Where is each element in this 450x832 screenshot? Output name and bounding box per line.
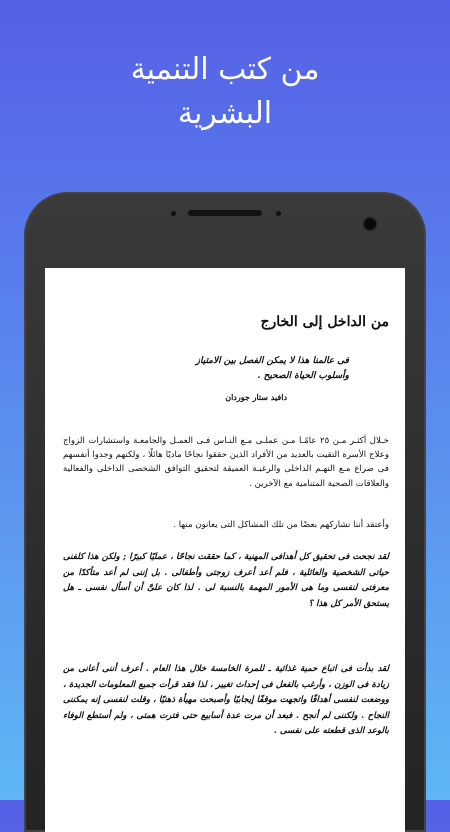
promo-headline — [0, 48, 450, 136]
body-paragraph: وأعتقد أننا نشاركهم بعضًا من تلك المشاكل التى يعانون منها . — [173, 520, 389, 530]
chapter-title: من الداخل إلى الخارج — [260, 314, 389, 330]
testimonial-paragraph: لقد نجحت فى تحقيق كل أهدافى المهنية ، كما حققت نجاحًا ، عمليًا كبيرًا ; ولكن هذا كلفنى حياتى الشخصية والعائلية ، فلم أعد أعرف زوجتى وأطفالى . بل إننى لم أعد متأكدًا من معرفتى لنفسى وما هى الأمور المهمة بالنسبة لى . لذا كان علىَّ أن أسأل نفسى ـ هل يستحق الأمر كل هذا ؟ — [63, 552, 389, 609]
headline-line-2: البشرية — [177, 96, 273, 131]
body-paragraph: خـلال أكثـر مـن ٢٥ عامًـا مـن عملـى مـع النـاس فـى العمـل والجامعـة واستشارات الزواج وعلاج الأسرة التقيت بالعديد من الأفراد الذين حققوا نجاحًا ماديًا هائلًا ، ولكنهم وجدوا أنفسهم فى صراع مـع النهـم الداخلى والرغبـة العميقة لتحقيق التوافق الشخصى الداخلى والفعالية والعلاقات الصحية المتنامية مع الآخرين . — [63, 436, 389, 489]
quote-line-2: وأسلوب الحياة الصحيح . — [257, 371, 349, 381]
epigraph-quote — [89, 354, 349, 384]
headline-line-1: من كتب التنمية — [130, 52, 320, 87]
sensor-dot — [171, 211, 176, 216]
document-page[interactable] — [45, 268, 405, 832]
quote-line-1: فى عالمنا هذا لا يمكن الفصل بين الامتياز — [195, 356, 349, 366]
front-camera-icon — [364, 218, 376, 230]
speaker-grille — [188, 210, 262, 216]
sensor-dot — [276, 211, 281, 216]
phone-frame — [24, 192, 426, 832]
quote-author: دافيد ستار جوردان — [225, 392, 287, 402]
testimonial-paragraph: لقد بدأت فى اتباع حمية غذائية ـ للمرة الخامسة خلال هذا العام . أعرف أننى أعانى من زيادة فى الوزن ، وأرغب بالفعل فى إحداث تغيير ، لذا فقد قرأت جميع المعلومات الجديدة ، ووضعت لنفسى أهدافًا واتجهت موقفًا إيجابيًا وأصبحت مهيأة ذهنيًا ، وقلت لنفسى إنه يمكننى النجاح . ولكننى لم أنجح . فبعد أن مرت عدة أسابيع حتى فترت همتى ، ولم أستطع الوفاء بالوعد الذى قطعته على نفسى . — [63, 664, 389, 737]
